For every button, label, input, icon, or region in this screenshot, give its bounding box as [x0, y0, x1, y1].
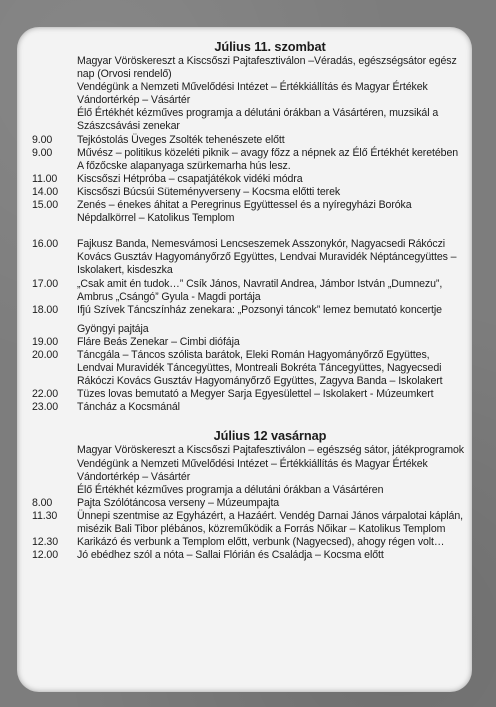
- entry-time: [32, 107, 77, 133]
- entry-time: [32, 484, 77, 497]
- schedule-row: [32, 81, 468, 107]
- entry-text: Ifjú Szívek Táncszínház zenekara: „Pozsonyi táncok” lemez bemutató koncertje: [77, 303, 442, 316]
- spacer: [32, 225, 468, 238]
- entry-time: [32, 323, 77, 336]
- entry-time: 15.00: [32, 199, 59, 212]
- day-title-saturday: Július 11. szombat: [214, 39, 326, 54]
- schedule-row: [32, 238, 468, 277]
- entry-text: Ünnepi szentmise az Egyházért, a Hazáért. Vendég Darnai János várpalotai káplán, misézik Bali Tibor plébános, közreműködik a Forrás Nőikar – Katolikus Templom: [77, 509, 463, 535]
- entry-time: 9.00: [32, 133, 53, 146]
- entry-time: 20.00: [32, 348, 59, 361]
- entry-text: Magyar Vöröskereszt a Kiscsőszi Pajtafesztiválon –Véradás, egészségsátor egész nap (Orvosi rendelő): [77, 55, 457, 81]
- schedule-row: [32, 458, 468, 484]
- entry-text: Táncház a Kocsmánál: [77, 401, 180, 414]
- entry-time: [32, 55, 77, 81]
- schedule-row: [32, 107, 468, 133]
- entry-text: Magyar Vöröskereszt a Kiscsőszi Pajtafesztiválon – egészség sátor, játékprogramok: [77, 444, 464, 457]
- entry-text: Vendégünk a Nemzeti Művelődési Intézet – Értékkiállítás és Magyar Értékek Vándortérkép – Vásártér: [77, 457, 428, 483]
- entry-time: 9.00: [32, 146, 53, 159]
- schedule-row: [32, 536, 468, 549]
- entry-text: A főzőcske alapanyaga szürkemarha hús lesz.: [77, 159, 291, 172]
- entry-text: Élő Értékhét kézműves programja a délutáni órákban a Vásártéren, muzsikál a Szászcsávási zenekar: [77, 107, 439, 133]
- entry-text: Tüzes lovas bemutató a Megyer Sarja Egyesülettel – Iskolakert - Múzeumkert: [77, 388, 434, 401]
- schedule-row: [32, 497, 468, 510]
- entry-time: 19.00: [32, 335, 59, 348]
- entry-text: Pajta Szólótáncosa verseny – Múzeumpajta: [77, 496, 280, 509]
- schedule-row: [32, 388, 468, 401]
- entry-text: Művész – politikus közeléti piknik – avagy főzz a népnek az Élő Értékhét keretében: [77, 146, 459, 159]
- entry-time: 11.00: [32, 172, 58, 185]
- entry-text: Élő Értékhét kézműves programja a délutáni órákban a Vásártéren: [77, 483, 384, 496]
- schedule-row: [32, 134, 468, 147]
- schedule-row: [32, 336, 468, 349]
- entry-time: [32, 81, 77, 107]
- schedule-row: [32, 147, 468, 160]
- entry-time: 14.00: [32, 185, 59, 198]
- program-content: [32, 39, 468, 562]
- entry-text: Zenés – énekes áhitat a Peregrinus Együttessel és a nyíregyházi Boróka Népdalkörrel – Katolikus Templom: [77, 199, 412, 225]
- schedule-row: [32, 510, 468, 536]
- schedule-row: [32, 304, 468, 317]
- entry-time: 18.00: [32, 303, 59, 316]
- entry-text: Vendégünk a Nemzeti Művelődési Intézet – Értékkiállítás és Magyar Értékek Vándortérkép – Vásártér: [77, 81, 428, 107]
- schedule-row: [32, 549, 468, 562]
- entry-time: 17.00: [32, 277, 59, 290]
- entry-time: [32, 444, 77, 457]
- schedule-row: [32, 55, 468, 81]
- entry-time: 8.00: [32, 496, 53, 509]
- entry-text: Gyöngyi pajtája: [77, 322, 149, 335]
- entry-text: Táncgála – Táncos szólista barátok, Eleki Román Hagyományőrző Együttes, Lendvai Muravidék Táncegyüttes, Montreali Bokréta Táncegyüttes, Nagyecsedi Rákóczi Kovács Gusztáv Hagyományőrző Együttes, Zagyva Banda – Iskolakert: [77, 348, 443, 388]
- entry-time: 12.00: [32, 549, 59, 562]
- schedule-row: [32, 401, 468, 414]
- day-title-sunday: Július 12 vasárnap: [213, 428, 327, 444]
- entry-text: Tejkóstolás Üveges Zsolték tehenészete előtt: [77, 133, 285, 146]
- entry-text: Jó ebédhez szól a nóta – Sallai Flórián és Családja – Kocsma előtt: [77, 549, 384, 562]
- entry-time: [32, 160, 77, 173]
- entry-text: Kiscsőszi Hétpróba – csapatjátékok vidéki módra: [77, 172, 303, 185]
- schedule-row: [32, 199, 468, 225]
- spacer: [32, 414, 468, 428]
- schedule-row: [32, 349, 468, 388]
- entry-time: 11.30: [32, 509, 58, 522]
- entry-text: Fajkusz Banda, Nemesvámosi Lencseszemek Asszonykór, Nagyacsedi Rákóczi Kovács Gusztáv Hagyományőrző Együttes, Lendvai Muravidék Néptáncegyüttes – Iskolakert, kisdeszka: [77, 238, 457, 277]
- schedule-row: [32, 444, 468, 457]
- entry-text: Karikázó és verbunk a Templom előtt, verbunk (Nagyecsed), ahogy régen volt…: [77, 536, 445, 549]
- entry-text: „Csak amit én tudok…” Csík János, Navratil Andrea, Jámbor István „Dumnezu”, Ambrus „Csángó” Gyula - Magdi portája: [77, 277, 443, 303]
- entry-time: 22.00: [32, 388, 59, 401]
- entry-time: 12.30: [32, 536, 59, 549]
- schedule-row: [32, 173, 468, 186]
- entry-text: Fláre Beás Zenekar – Cimbi diófája: [77, 335, 240, 348]
- schedule-row: [32, 323, 468, 336]
- entry-time: [32, 458, 77, 484]
- entry-time: 16.00: [32, 238, 59, 251]
- entry-time: 23.00: [32, 401, 59, 414]
- schedule-row: [32, 278, 468, 304]
- schedule-row: [32, 484, 468, 497]
- entry-text: Kiscsőszi Búcsúi Süteményverseny – Kocsma előtti terek: [77, 185, 341, 198]
- schedule-row: [32, 160, 468, 173]
- schedule-row: [32, 186, 468, 199]
